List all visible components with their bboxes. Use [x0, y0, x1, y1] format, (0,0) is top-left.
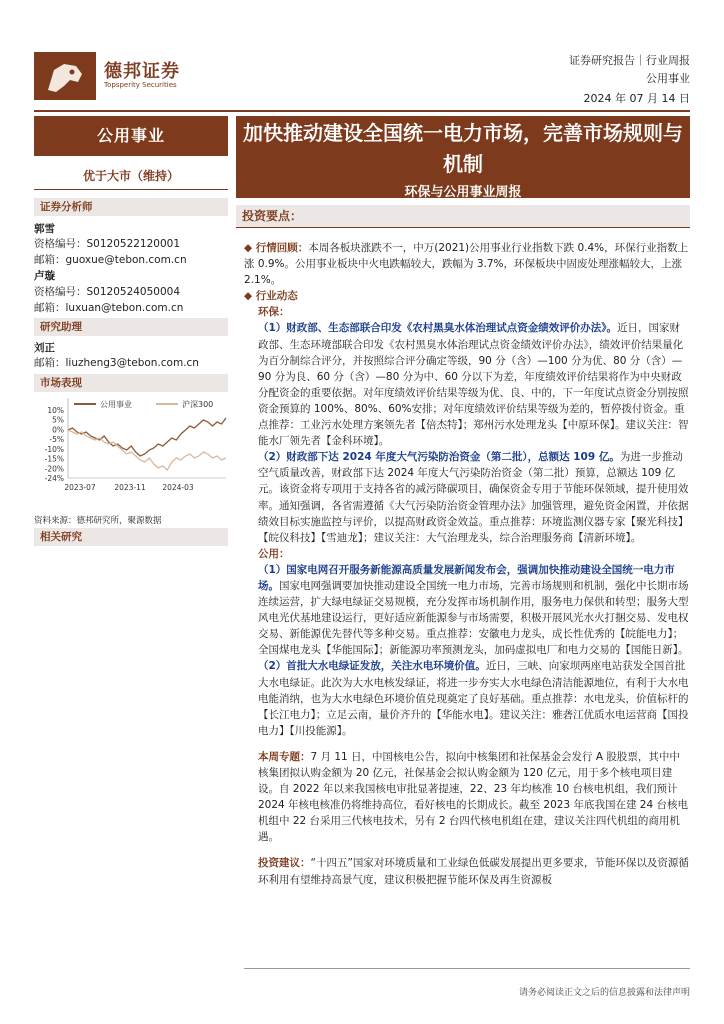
y-tick-label: -5%: [49, 435, 64, 445]
report-title: 加快推动建设全国统一电力市场，完善市场规则与机制: [243, 121, 683, 176]
analyst-email[interactable]: 邮箱：guoxue@tebon.com.cn: [34, 254, 187, 266]
assistant-heading: 研究助理: [34, 318, 228, 336]
related-research-heading[interactable]: 相关研究: [34, 528, 228, 546]
env-item-1: （1）财政部、生态部联合印发《农村黑臭水体治理试点资金绩效评价办法》。近日，国家财政部、生态环境部联合印发《农村黑臭水体治理试点资金绩效评价办法》，绩效评价结果量化为百分制综合评分，并按照综合评分确定等级，90 分（含）—100 分为优、80 分（含）—90 分为良、60 分（含）—80 分为中、60 分以下为差，年度绩效评价结果将作为中央财政分配资金的重要依据。对年度绩效评价结果等级为优、良、中的，下一年度试点资金分别按照资金预算的 100%、80%、60%安排；对年度绩效评价结果等级为差的，暂停拨付资金。重点推荐：工业污水处理方案领先者【倍杰特】；郑州污水处理龙头【中原环保】。建议关注：智能水厂领先者【金科环境】。: [258, 322, 689, 448]
brand-name: 德邦证券: [104, 61, 180, 82]
report-body: [244, 240, 690, 888]
rating: 优于大市（维持）: [82, 169, 179, 183]
util-item-1: （1）国家电网召开服务新能源高质量发展新闻发布会，强调加快推动建设全国统一电力市场。国家电网强调要加快推动建设全国统一电力市场，完善市场规则和机制，强化中长期市场连续运营，扩大绿电绿证交易规模，充分发挥市场机制作用，服务电力保供和转型；服务大型风电光伏基地建设运行，更好适应新能源参与市场需要，积极开展风光水火打捆交易、发电权交易、新能源优先替代等多种交易。重点推荐：安徽电力龙头，成长性优秀的【皖能电力】；全国煤电龙头【华能国际】；新能源功率预测龙头，加码虚拟电厂和电力交易的【国能日新】。: [258, 563, 689, 657]
series-line: [68, 418, 226, 456]
legend-label: 公用事业: [100, 400, 132, 409]
env-label: 环保：: [258, 306, 290, 319]
special-topic: 本周专题：7 月 11 日，中国核电公告，拟向中核集团和社保基金会发行 A 股股票，其中中核集团拟认购金额为 20 亿元，社保基金会拟认购金额为 120 亿元，用于多个核电项目建设。自 2022 年以来我国核电审批显著提速，22、23 年均核准 10 台核电机组，我们预计 2024 年核电核准仍将维持高位，看好核电的长期成长。截至 2023 年底我国在建 24 台核电机组中 22 台采用三代核电技术，另有 2 台四代核电机组在建，建议关注四代机组的商用机遇。: [258, 750, 688, 844]
key-points-divider: [236, 227, 690, 228]
report-date: 2024 年 07 月 14 日: [583, 92, 690, 105]
y-tick-label: -15%: [44, 454, 64, 464]
market-performance-chart: [30, 396, 230, 496]
key-points-heading: 投资要点：: [236, 205, 690, 227]
market-review-paragraph: ◆ 行情回顾：本周各板块涨跌不一，中万(2021)公用事业行业指数下跌 0.4%，环保行业指数上涨 0.9%。公用事业板块中火电跌幅较大，跌幅为 3.7%，环保板块中固废处理涨幅较大，上涨 2.1%。: [244, 242, 689, 287]
assistant-email[interactable]: 邮箱：liuzheng3@tebon.com.cn: [34, 357, 199, 369]
x-tick-label: 2024-03: [162, 483, 194, 492]
industry-dynamics-label: ◆ 行业动态: [244, 290, 298, 303]
x-tick-label: 2023-11: [114, 483, 146, 492]
report-sector: 公用事业: [646, 72, 690, 85]
disclaimer-footer[interactable]: 请务必阅读正文之后的信息披露和法律声明: [518, 988, 690, 998]
footer-divider: [244, 968, 690, 969]
report-subtitle: 环保与公用事业周报: [404, 185, 522, 200]
analyst-cert: 资格编号：S0120522120001: [34, 238, 181, 250]
analyst-cert: 资格编号：S0120524050004: [34, 286, 181, 298]
bullet-icon: ◆: [244, 290, 256, 303]
investment-advice: 投资建议：“十四五”国家对环境质量和工业绿色低碳发展提出更多要求，节能环保以及资源循环利用有望维持高景气度，建议积极把握节能环保及再生资源板: [258, 857, 689, 886]
logo-emblem-icon: [34, 52, 96, 100]
chart-source: 资料来源：德邦研究所，聚源数据: [34, 516, 162, 526]
analyst-name: 卢璇: [34, 270, 55, 282]
y-tick-label: 10%: [47, 406, 64, 415]
env-item-2: （2）财政部下达 2024 年度大气污染防治资金（第二批），总额达 109 亿。为进一步推动空气质量改善，财政部下达 2024 年度大气污染防治资金（第二批）预算，总额达 109 亿元。该资金将专项用于支持各省的减污降碳项目，确保资金专用于节能环保领域，提升使用效率。通知强调，各省需遵循《大气污染防治资金管理办法》加强管理，避免资金闲置，并依据绩效目标实施监控与评价，以提高财政资金效益。重点推荐：环境监测仪器专家【聚光科技】【皖仪科技】【雪迪龙】；建议关注：大气治理龙头，综合治理服务商【清新环境】。: [258, 451, 689, 544]
y-tick-label: 5%: [52, 415, 64, 425]
util-item-2: （2）首批大水电绿证发放，关注水电环境价值。近日，三峡、向家坝两座电站获发全国首批大水电绿证。此次为大水电核发绿证，将进一步夯实大水电绿色清洁能源地位，有利于大水电电能消纳，也为大水电绿色环境价值兑现奠定了良好基础。重点推荐：水电龙头，价值标杆的【长江电力】；立足云南，量价齐升的【华能水电】。建议关注：雅砻江优质水电运营商【国投电力】【川投能源】。: [258, 660, 689, 737]
y-tick-label: -20%: [44, 464, 64, 474]
util-label: 公用：: [258, 547, 290, 560]
analyst-heading: 证券分析师: [34, 198, 228, 216]
sector-banner: 公用事业: [34, 116, 228, 156]
header-divider: [34, 110, 690, 112]
assistant-name: 刘正: [34, 342, 55, 354]
y-tick-label: -10%: [44, 444, 64, 454]
analyst-name: 郭雪: [34, 223, 55, 235]
legend-label: 沪深300: [182, 400, 214, 409]
title-banner: [236, 116, 690, 198]
analyst-email[interactable]: 邮箱：luxuan@tebon.com.cn: [34, 302, 184, 314]
market-heading: 市场表现: [34, 374, 228, 392]
y-tick-label: -24%: [44, 474, 64, 483]
brand-name-en: Topsperity Securities: [104, 81, 177, 89]
rating-divider: [34, 189, 228, 190]
x-tick-label: 2023-07: [64, 483, 96, 492]
bullet-icon: ◆: [244, 242, 256, 254]
report-type: 证券研究报告｜行业周报: [569, 54, 690, 67]
company-logo: [34, 52, 96, 100]
y-tick-label: 0%: [52, 425, 64, 435]
